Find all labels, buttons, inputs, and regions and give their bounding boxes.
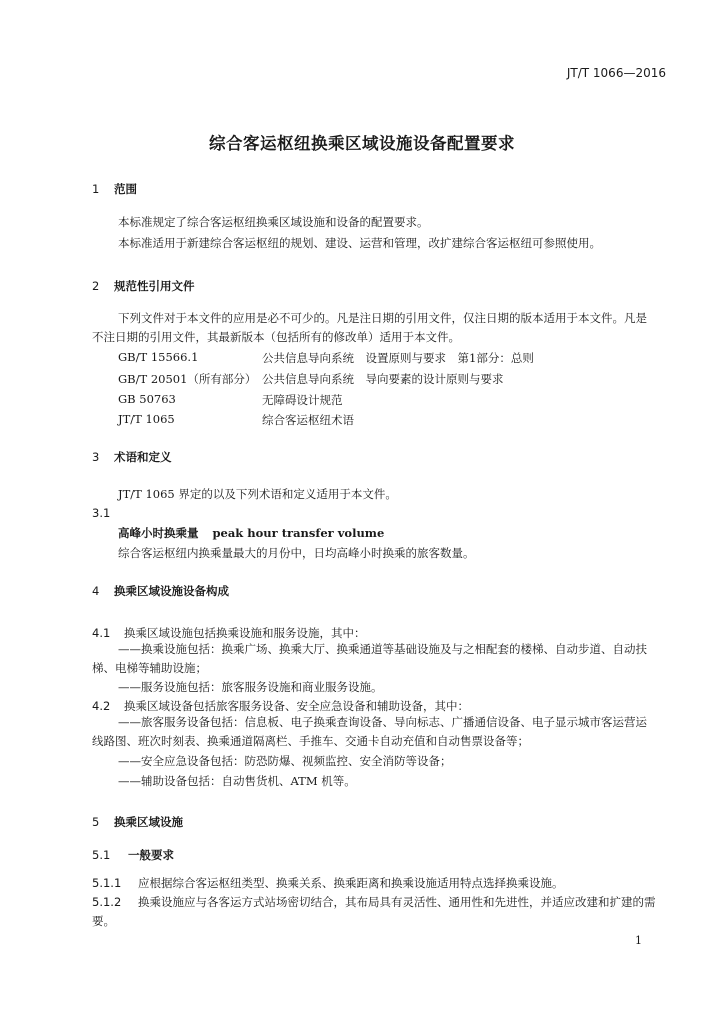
reference-title: 综合客运枢纽术语: [262, 413, 354, 427]
section-2-heading: [92, 278, 195, 294]
section-number: 4: [92, 584, 100, 598]
section-number: 5: [92, 815, 100, 829]
section-title: 换乘区域设施: [114, 815, 183, 829]
list-item: ——旅客服务设备包括：信息板、电子换乘查询设备、导向标志、广播通信设备、电子显示城市客运营运线路图、班次时刻表、换乘通道隔离栏、手推车、交通卡自动充值和自动售票设备等；: [92, 715, 647, 748]
clause-text: 换乘区域设备包括旅客服务设备、安全应急设备和辅助设备，其中：: [124, 699, 469, 713]
list-item: ——换乘设施包括：换乘广场、换乘大厅、换乘通道等基础设施及与之相配套的楼梯、自动步道、自动扶梯、电梯等辅助设施；: [92, 642, 647, 675]
section-title: 范围: [114, 182, 137, 196]
clause-4-1: [92, 625, 366, 641]
paragraph: 下列文件对于本文件的应用是必不可少的。凡是注日期的引用文件，仅注日期的版本适用于本文件。凡是不注日期的引用文件，其最新版本（包括所有的修改单）适用于本文件。: [92, 311, 647, 344]
section-title: 术语和定义: [114, 450, 172, 464]
subsection-title: 一般要求: [128, 848, 174, 862]
section-number: 3: [92, 450, 100, 464]
list-item: ——辅助设备包括：自动售货机、ATM 机等。: [118, 774, 356, 788]
clause-5-1-2: [92, 893, 658, 931]
list-item: ——服务设施包括：旅客服务设施和商业服务设施。: [118, 680, 383, 694]
reference-title: 无障碍设计规范: [262, 393, 343, 407]
term-number: 3.1: [92, 506, 111, 520]
clause-number: 5.1.2: [92, 895, 122, 909]
paragraph: JT/T 1065 界定的以及下列术语和定义适用于本文件。: [118, 487, 397, 501]
clause-text: 应根据综合客运枢纽类型、换乘关系、换乘距离和换乘设施适用特点选择换乘设施。: [138, 876, 564, 890]
term-english: peak hour transfer volume: [212, 526, 385, 540]
reference-title: 公共信息导向系统 导向要素的设计原则与要求: [262, 372, 504, 386]
section-1-heading: [92, 181, 137, 197]
section-3-heading: [92, 449, 172, 465]
clause-text: 换乘设施应与各客运方式站场密切结合，其布局具有灵活性、通用性和先进性，并适应改建和扩建的需要。: [92, 895, 656, 928]
section-title: 换乘区域设施设备构成: [114, 584, 229, 598]
paragraph: 本标准适用于新建综合客运枢纽的规划、建设、运营和管理，改扩建综合客运枢纽可参照使用。: [118, 236, 601, 250]
clause-number: 4.2: [92, 699, 111, 713]
subsection-5-1-heading: [92, 847, 174, 863]
reference-title: 公共信息导向系统 设置原则与要求 第1部分：总则: [262, 351, 534, 365]
section-4-heading: [92, 583, 229, 599]
clause-number: 4.1: [92, 626, 111, 640]
page-number: 1: [635, 934, 642, 947]
section-number: 2: [92, 279, 100, 293]
reference-code: GB 50763: [118, 392, 176, 406]
paragraph: 本标准规定了综合客运枢纽换乘区域设施和设备的配置要求。: [118, 215, 429, 229]
list-item: ——安全应急设备包括：防恐防爆、视频监控、安全消防等设备；: [118, 754, 452, 768]
reference-code: GB/T 20501（所有部分）: [118, 372, 257, 386]
reference-code: JT/T 1065: [118, 412, 175, 426]
clause-5-1-1: [92, 874, 658, 893]
document-title: 综合客运枢纽换乘区域设施设备配置要求: [209, 134, 515, 153]
term-chinese: 高峰小时换乘量: [118, 526, 199, 540]
term-definition: 综合客运枢纽内换乘量最大的月份中，日均高峰小时换乘的旅客数量。: [118, 546, 475, 560]
subsection-number: 5.1: [92, 848, 111, 862]
reference-code: GB/T 15566.1: [118, 350, 199, 364]
clause-number: 5.1.1: [92, 876, 122, 890]
clause-4-2: [92, 698, 469, 714]
section-5-heading: [92, 814, 183, 830]
section-title: 规范性引用文件: [114, 279, 195, 293]
section-number: 1: [92, 182, 100, 196]
term-heading: [118, 525, 384, 541]
clause-text: 换乘区域设施包括换乘设施和服务设施，其中：: [124, 626, 366, 640]
standard-code: JT/T 1066—2016: [566, 66, 666, 80]
